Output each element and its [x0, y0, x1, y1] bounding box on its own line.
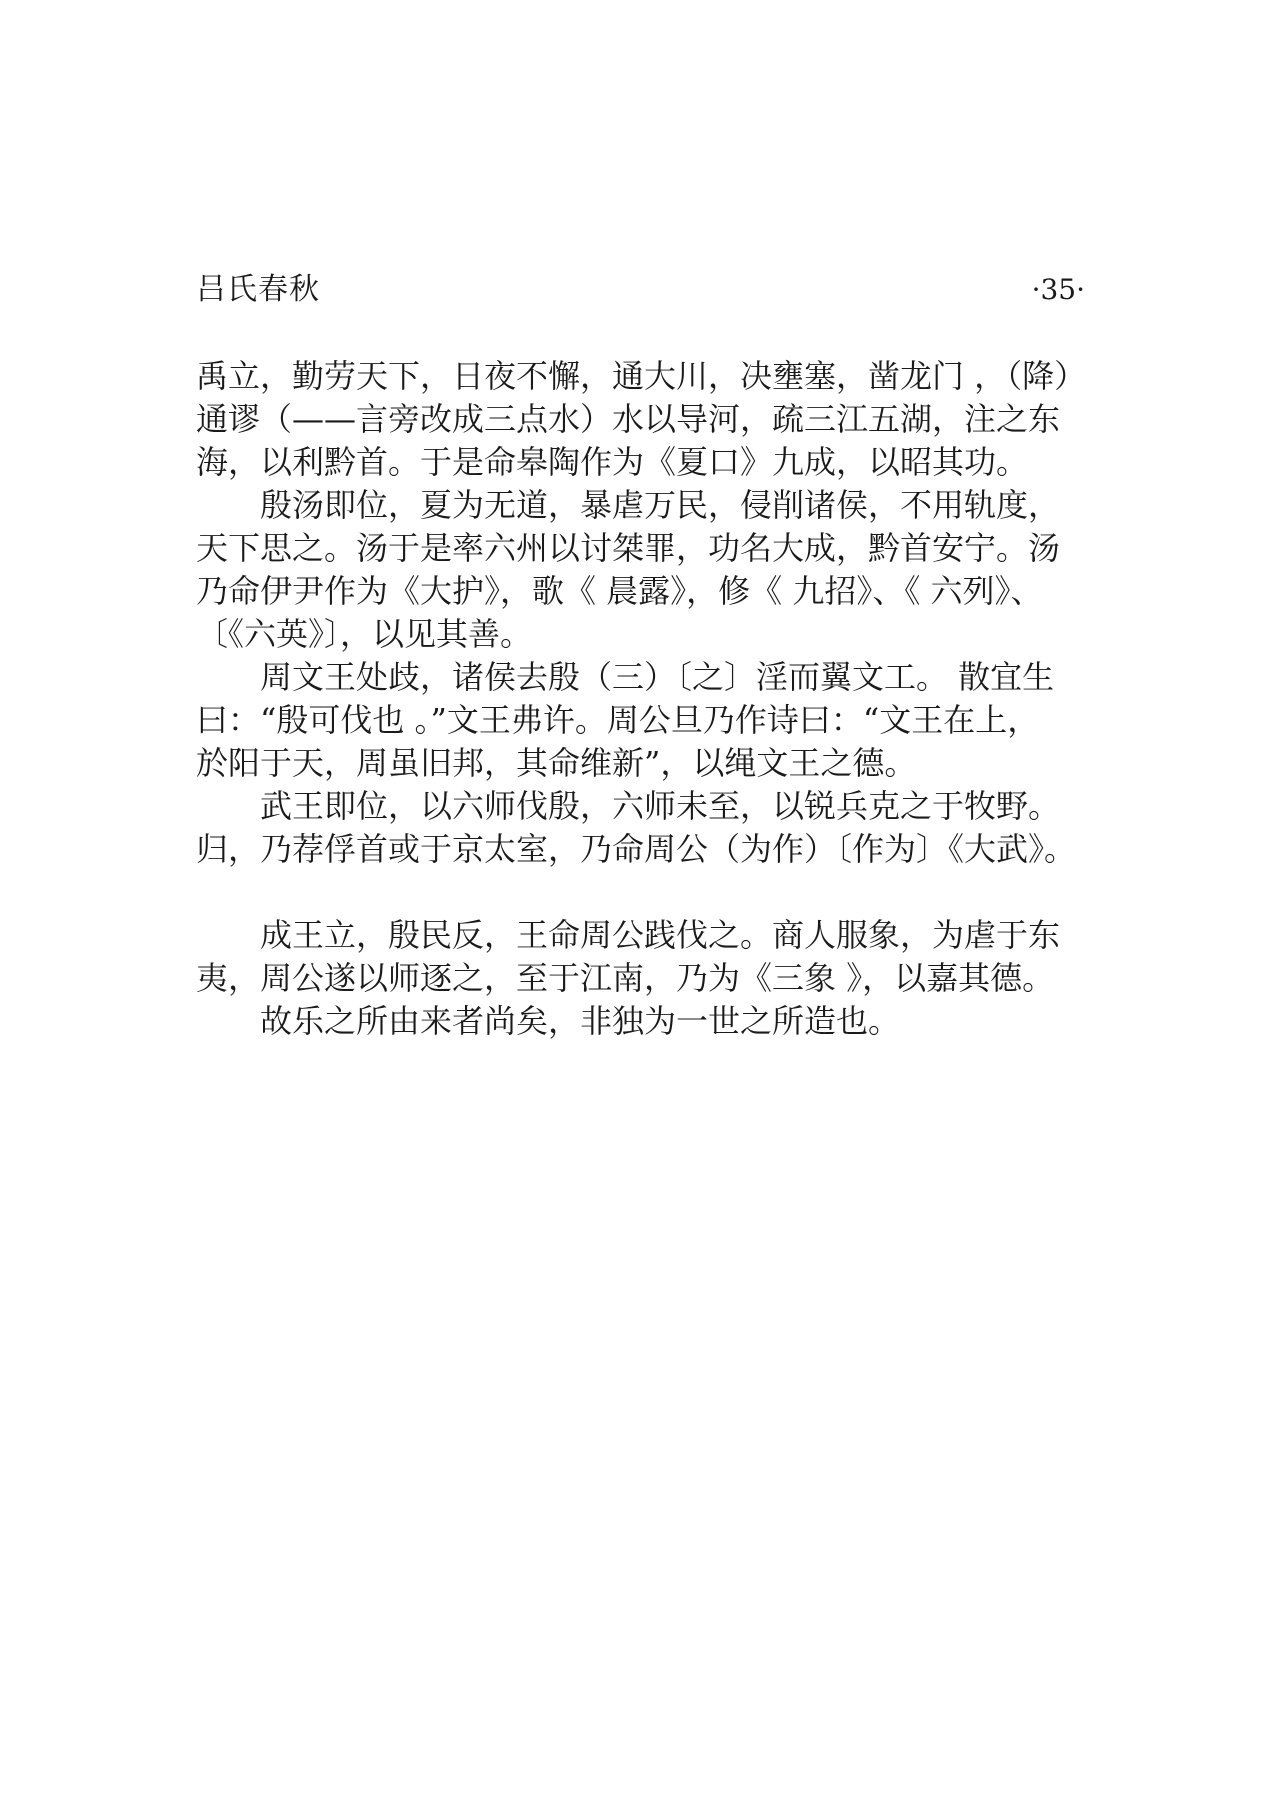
- text-line: 海，以利黔首。于是命皋陶作为《夏口》九成，以昭其功。: [196, 443, 1029, 481]
- text-line: 〔《六英》〕，以见其善。: [196, 615, 533, 653]
- text-line: 成王立，殷民反，王命周公践伐之。商人服象，为虐于东: [260, 916, 1061, 954]
- text-line: 故乐之所由来者尚矣，非独为一世之所造也。: [260, 1002, 901, 1040]
- paragraph-gap: [196, 871, 1101, 914]
- text-line: 通谬（——言旁改成三点水）水以导河，疏三江五湖，注之东: [196, 400, 1061, 438]
- text-line: 於阳于天，周虽旧邦，其命维新”，以绳文王之德。: [196, 744, 917, 782]
- text-line: 禹立，勤劳天下，日夜不懈，通大川，决壅塞，凿龙门 ，（降）: [196, 357, 1087, 395]
- text-line: 武王即位，以六师伐殷，六师未至，以锐兵克之于牧野。: [260, 787, 1061, 825]
- text-line: 天下思之。汤于是率六州以讨桀罪，功名大成，黔首安宁。汤: [196, 529, 1061, 567]
- text-line: 殷汤即位，夏为无道，暴虐万民，侵削诸侯，不用轨度，: [260, 486, 1061, 524]
- text-line: 曰：“殷可伐也 。”文王弗许。周公旦乃作诗曰：“文王在上，: [196, 701, 1040, 739]
- text-line: 周文王处歧，诸侯去殷（三）〔之〕淫而翼文工。 散宜生: [260, 658, 1055, 696]
- text-line: 夷，周公遂以师逐之，至于江南，乃为《三象 》，以嘉其德。: [196, 959, 1055, 997]
- page-number: ·35·: [1031, 273, 1085, 306]
- text-line: 乃命伊尹作为《大护》，歌《 晨露》，修《 九招》、《 六列》、: [196, 572, 1043, 610]
- running-title: 吕氏春秋: [196, 272, 320, 307]
- text-line: 归，乃荐俘首或于京太室，乃命周公（为作）〔作为〕《大武》。: [196, 830, 1077, 868]
- body-text: [196, 355, 1101, 1043]
